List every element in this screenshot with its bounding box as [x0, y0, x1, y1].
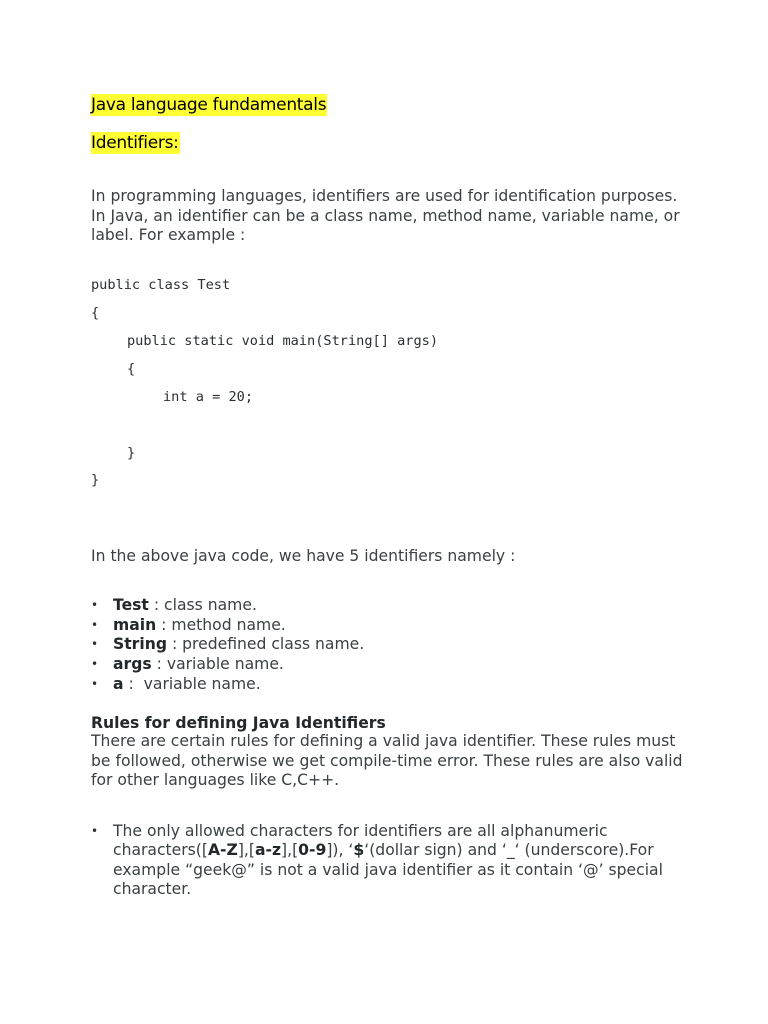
rule-text: ],[ [281, 841, 299, 860]
list-item [91, 635, 364, 655]
identifiers-summary: In the above java code, we have 5 identifiers namely : [91, 547, 516, 565]
identifier-list [91, 596, 364, 695]
code-line: { [127, 361, 136, 377]
identifier-name: String [113, 635, 167, 654]
code-line: public static void main(String[] args) [127, 333, 438, 349]
rule-bold: a-z [254, 841, 282, 860]
highlighted-title: Java language fundamentals [91, 95, 327, 115]
identifier-name: a [113, 674, 124, 693]
rules-heading: Rules for defining Java Identifiers [91, 714, 386, 732]
intro-paragraph: In programming languages, identifiers are used for identification purposes. In Java, an identifier can be a class name, method name, variable name, or label. For example : [91, 187, 680, 245]
rule-text: ‘(dollar sign) and ‘_‘ (underscore).For example “geek@” is not a valid java identifier as it contain ‘@’ special character. [113, 841, 663, 899]
rule-bold: A-Z [207, 841, 238, 860]
code-line: public class Test [91, 277, 231, 293]
rule-bold: $ [353, 841, 365, 860]
list-item [91, 655, 364, 675]
rules-intro-paragraph: There are certain rules for defining a valid java identifier. These rules must be followed, otherwise we get compile-time error. These rules are also valid for other languages like C,C++. [91, 732, 683, 790]
section-heading-identifiers [91, 132, 180, 154]
highlighted-subtitle: Identifiers: [91, 133, 179, 153]
list-item [91, 822, 691, 900]
code-line: } [127, 445, 136, 461]
identifier-desc: : method name. [156, 615, 286, 634]
code-line: } [91, 472, 100, 488]
identifier-name: Test [113, 596, 149, 614]
rules-list [91, 822, 691, 900]
rule-bold: 0-9 [298, 841, 327, 860]
identifier-desc: : variable name. [151, 655, 284, 674]
list-item [91, 616, 364, 636]
identifier-desc: : predefined class name. [166, 635, 365, 654]
identifier-name: args [113, 655, 152, 674]
rule-text: The only allowed characters for identifiers are all alphanumeric characters([ [113, 822, 608, 860]
document-title [91, 94, 327, 116]
rule-text: ],[ [237, 841, 255, 860]
list-item [91, 596, 364, 616]
identifier-name: main [113, 615, 157, 634]
rule-text: ]), ‘ [326, 841, 354, 860]
code-line: int a = 20; [163, 389, 254, 405]
list-item [91, 675, 364, 695]
code-line: { [91, 305, 100, 321]
identifier-desc: : variable name. [123, 674, 261, 693]
identifier-desc: : class name. [148, 596, 257, 614]
